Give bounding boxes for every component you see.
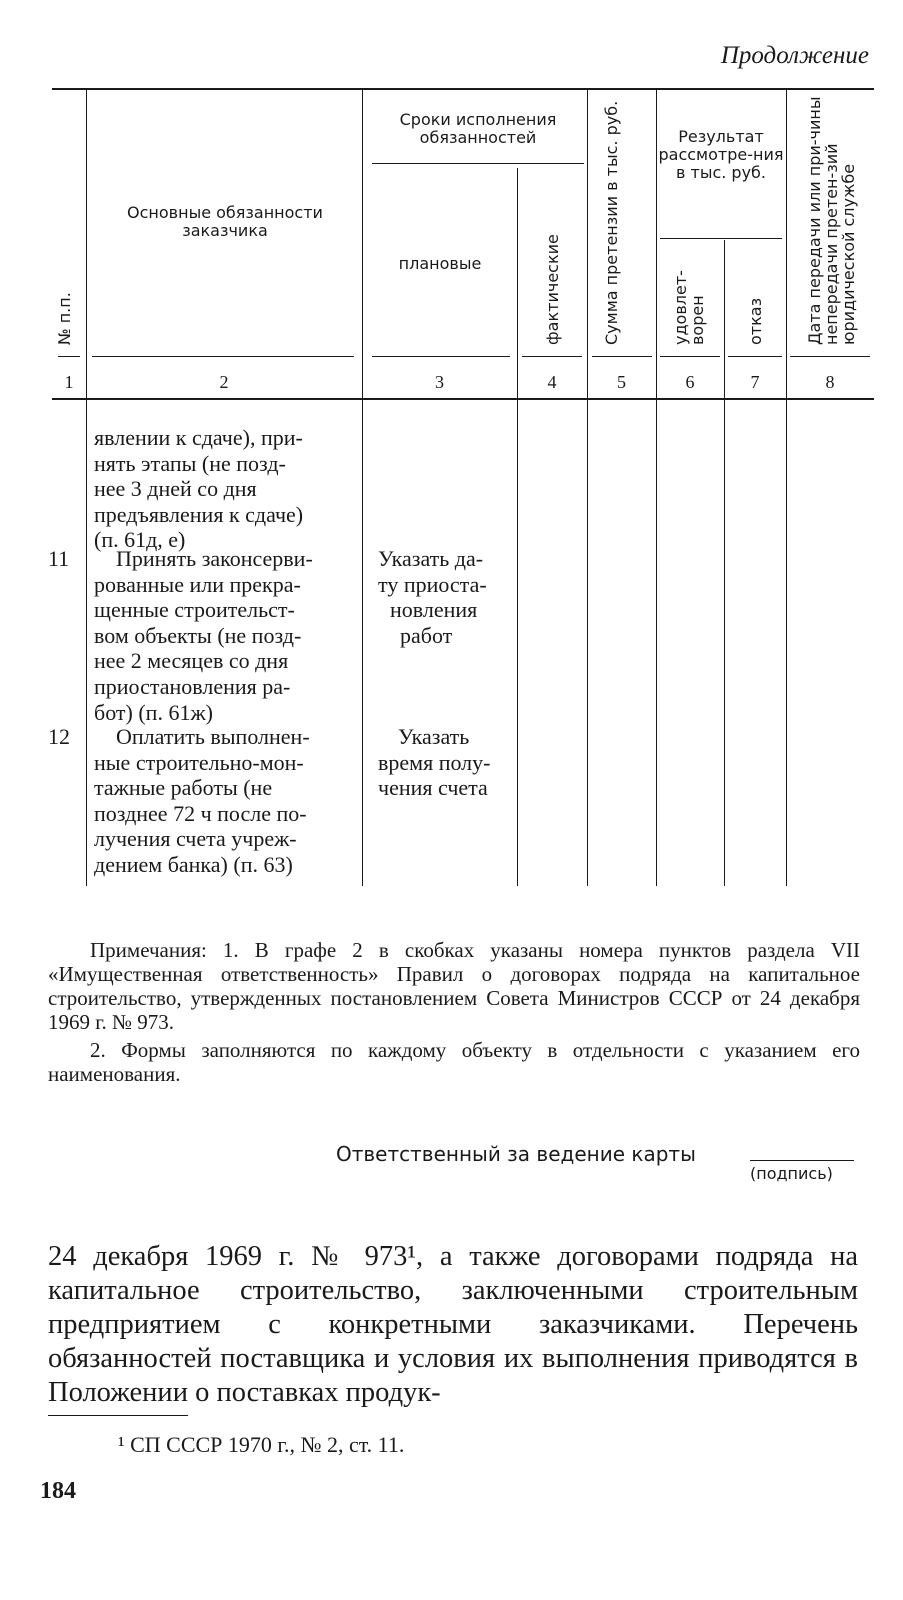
duty-line: щенные строительст- [94, 597, 295, 623]
header-col1: № п.п. [55, 292, 74, 345]
header-baseline [790, 356, 870, 357]
col-number: 7 [750, 372, 760, 392]
footnote-rule [48, 1415, 188, 1416]
row-number: 11 [48, 546, 70, 571]
header-col7: отказ [746, 297, 765, 345]
duty-line: Оплатить выполнен- [116, 724, 310, 749]
header-sub-rule [372, 163, 584, 164]
header-col4: фактические [543, 234, 562, 345]
table-row-planned [378, 724, 518, 801]
header-baseline [58, 356, 80, 357]
header-col67: Результат рассмотре-ния в тыс. руб. [658, 127, 784, 182]
col-number: 5 [617, 372, 626, 392]
signature-caption: (подпись) [750, 1164, 833, 1183]
duty-line: приостановления ра- [94, 673, 291, 699]
col-number: 1 [64, 372, 74, 392]
header-col3: плановые [398, 254, 482, 273]
note-2: 2. Формы заполняются по каждому объекту в отдельности с указанием его наименования. [48, 1038, 860, 1086]
duty-line: вом объекты (не позд- [94, 622, 302, 648]
col-number: 6 [685, 372, 695, 392]
planned-line: ту приоста- [378, 571, 487, 597]
header-baseline [728, 356, 782, 357]
header-col6: удовлет-ворен [671, 270, 707, 345]
duty-line: рованные или прекра- [94, 571, 301, 597]
duty-line: ные строительно-мон- [94, 749, 304, 775]
continuation-label: Продолжение [720, 42, 869, 69]
page-number: 184 [40, 1478, 76, 1504]
table-header-rule [52, 398, 874, 400]
duty-line: дением банка) (п. 63) [94, 851, 293, 877]
signature-label: Ответственный за ведение карты [336, 1142, 696, 1166]
col-number: 8 [825, 372, 835, 392]
col-number: 3 [435, 372, 444, 392]
note-1: Примечания: 1. В графе 2 в скобках указаны номера пунктов раздела VII «Имущественная ответственность» Правил о договорах подряда на капитальное строительство, утвержденных постановлением Совета Министров СССР от 24 декабря 1969 г. № 973. [48, 938, 860, 1034]
duty-line: Принять законсерви- [116, 546, 313, 571]
column-divider [362, 88, 363, 886]
table-row-planned [378, 546, 518, 648]
header-baseline [92, 356, 354, 357]
duty-line: (п. 61д, е) [94, 527, 186, 553]
col-number: 4 [547, 372, 557, 392]
signature-line [750, 1160, 854, 1161]
duty-line: нять этапы (не позд- [94, 450, 286, 476]
footnote: ¹ СП СССР 1970 г., № 2, ст. 11. [118, 1432, 405, 1457]
table-row-duty [94, 546, 358, 725]
header-baseline [592, 356, 652, 357]
duty-line: явлении к сдаче), при- [94, 425, 303, 450]
table-row-duty [94, 425, 358, 553]
body-paragraph: 24 декабря 1969 г. № 973¹, а также договорами подряда на капитальное строительство, заключенными строительным предприятием с конкретными заказчиками. Перечень обязанностей поставщика и условия их выполнения приводятся в Положении о поставках продук- [48, 1241, 858, 1408]
planned-line: чения счета [378, 775, 488, 801]
header-col2: Основные обязанности заказчика [127, 203, 323, 240]
row-number: 12 [48, 724, 70, 749]
duty-line: лучения счета учреж- [94, 826, 297, 852]
table-top-rule [52, 88, 874, 90]
column-divider [724, 240, 725, 886]
duty-line: нее 2 месяцев со дня [94, 648, 289, 674]
header-baseline [522, 356, 582, 357]
planned-line: новления [390, 597, 478, 623]
duty-line: нее 3 дней со дня [94, 476, 257, 502]
duty-line: предъявления к сдаче) [94, 501, 304, 527]
duty-line: тажные работы (не [94, 775, 273, 801]
planned-line: Указать да- [378, 546, 484, 571]
column-divider [656, 88, 657, 886]
planned-line: Указать [398, 724, 470, 749]
header-col34: Сроки исполнения обязанностей [399, 110, 557, 147]
header-col5: Сумма претензии в тыс. руб. [602, 100, 621, 345]
duty-line: бот) (п. 61ж) [94, 699, 213, 725]
header-col8: Дата передачи или при-чины непередачи претен-зий юридической службе [805, 96, 858, 345]
planned-line: время полу- [378, 749, 491, 775]
duty-line: позднее 72 ч после по- [94, 800, 307, 826]
column-divider [86, 88, 87, 886]
column-divider [587, 88, 588, 886]
column-divider [786, 88, 787, 886]
header-baseline [372, 356, 510, 357]
header-baseline [660, 356, 720, 357]
table-row-duty [94, 724, 358, 878]
header-sub-rule [660, 238, 782, 239]
col-number: 2 [219, 372, 229, 392]
planned-line: работ [400, 622, 453, 648]
